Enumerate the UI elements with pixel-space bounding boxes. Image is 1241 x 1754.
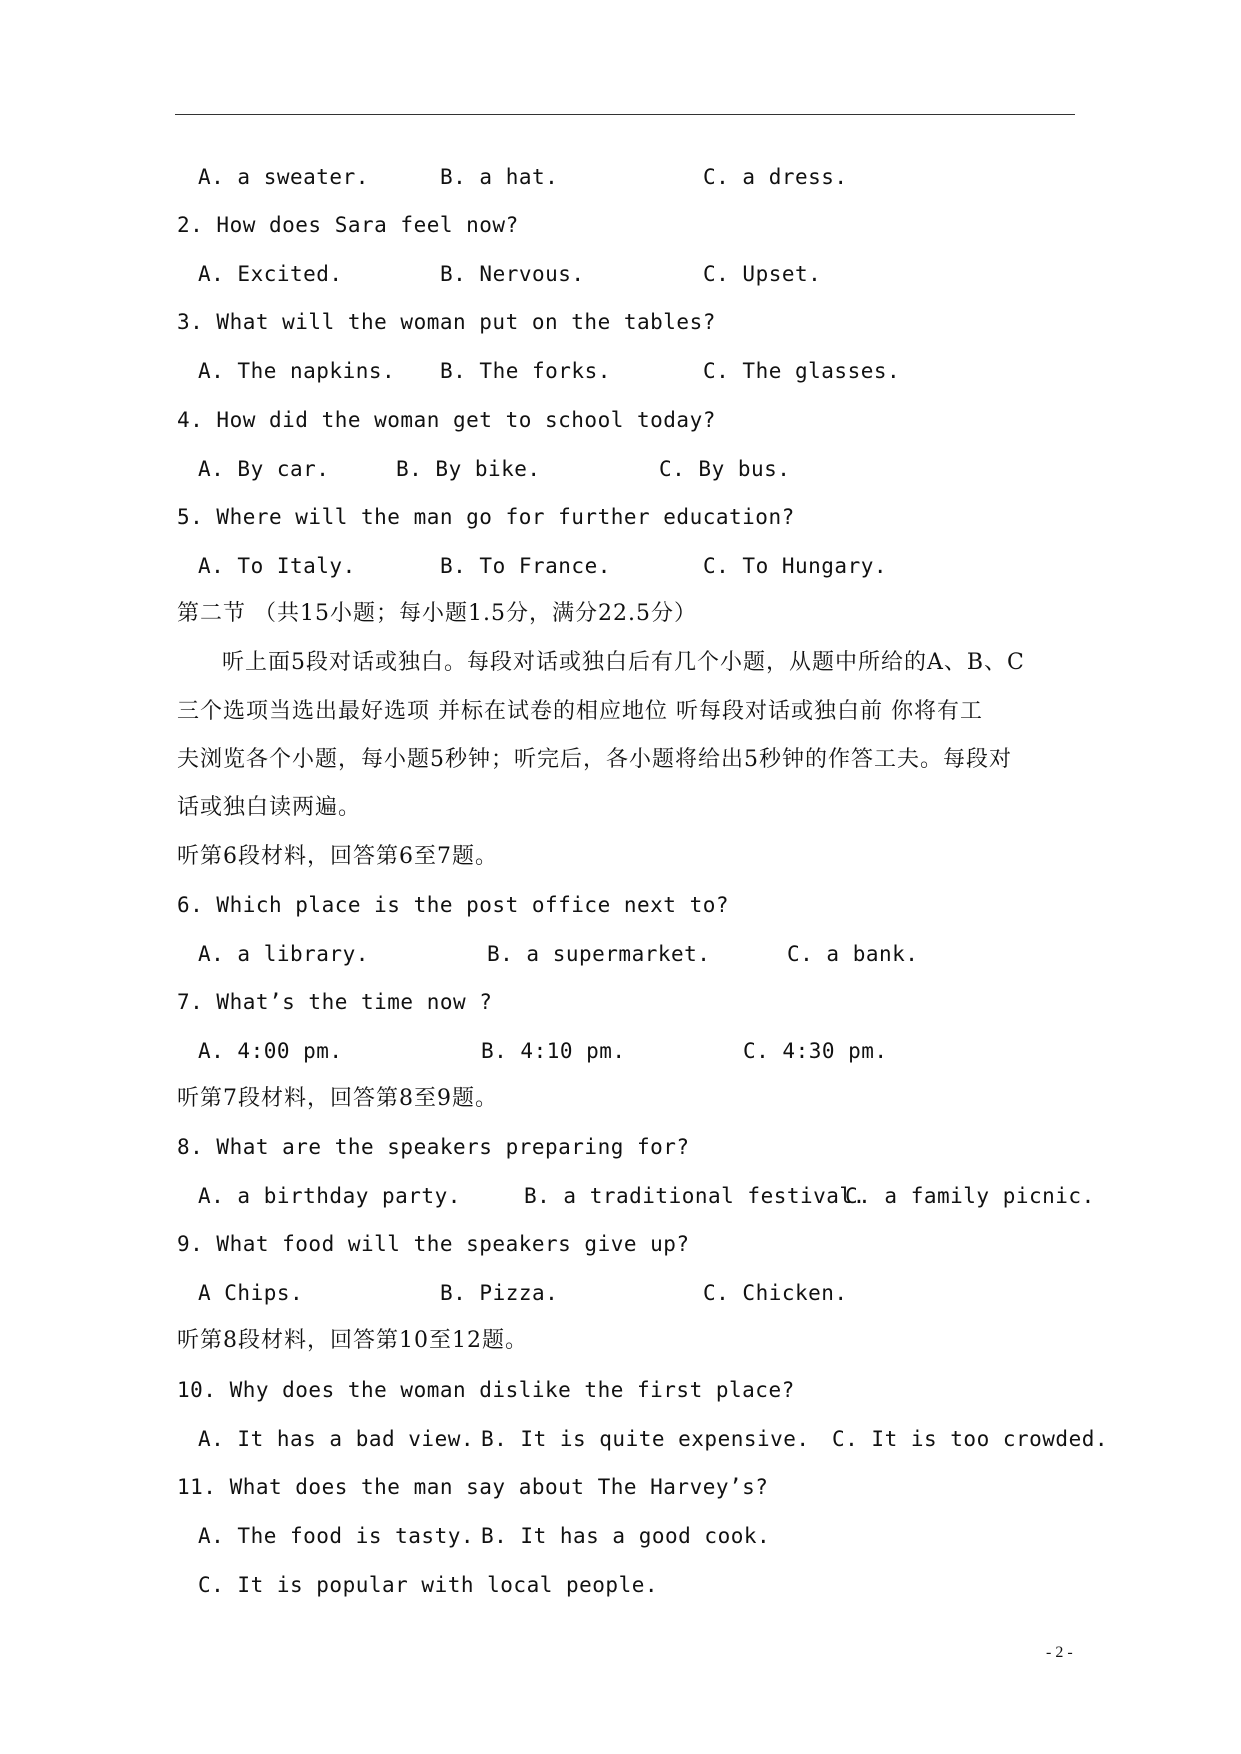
q2-option-c: C. Upset. <box>703 262 822 286</box>
q6-stem: 6. Which place is the post office next to? <box>177 893 730 917</box>
q8-option-b: B. a traditional festival. <box>524 1184 866 1208</box>
q1-option-a: A. a sweater. <box>198 165 369 189</box>
q6-option-c: C. a bank. <box>787 942 919 966</box>
q7-option-c: C. 4:30 pm. <box>743 1039 888 1063</box>
q10-option-b: B. It is quite expensive. <box>481 1427 810 1451</box>
material-7-heading: 听第7段材料，回答第8至9题。 <box>177 1086 498 1111</box>
q8-option-a: A. a birthday party. <box>198 1184 461 1208</box>
q5-option-b: B. To France. <box>440 554 611 578</box>
q3-option-b: B. The forks. <box>440 359 611 383</box>
material-6-heading: 听第6段材料，回答第6至7题。 <box>177 844 498 869</box>
q11-option-a: A. The food is tasty. <box>198 1524 475 1548</box>
q11-option-c: C. It is popular with local people. <box>198 1573 659 1597</box>
q10-stem: 10. Why does the woman dislike the first place? <box>177 1378 795 1402</box>
q1-option-b: B. a hat. <box>440 165 559 189</box>
q7-option-a: A. 4:00 pm. <box>198 1039 343 1063</box>
section2-heading: 第二节 （共15小题；每小题1.5分，满分22.5分） <box>177 601 697 626</box>
q9-option-b: B. Pizza. <box>440 1281 559 1305</box>
q11-option-b: B. It has a good cook. <box>481 1524 771 1548</box>
material-8-heading: 听第8段材料，回答第10至12题。 <box>177 1328 528 1353</box>
q10-option-a: A. It has a bad view. <box>198 1427 475 1451</box>
q3-stem: 3. What will the woman put on the tables? <box>177 310 716 334</box>
q2-stem: 2. How does Sara feel now? <box>177 213 519 237</box>
q5-stem: 5. Where will the man go for further education? <box>177 505 795 529</box>
q9-option-c: C. Chicken. <box>703 1281 848 1305</box>
q5-option-c: C. To Hungary. <box>703 554 888 578</box>
section2-para-line: 听上面5段对话或独白。每段对话或独白后有几个小题，从题中所给的A、B、C <box>222 650 1025 675</box>
q2-option-b: B. Nervous. <box>440 262 585 286</box>
q3-option-c: C. The glasses. <box>703 359 901 383</box>
q7-stem: 7. What’s the time now ? <box>177 990 493 1014</box>
q4-option-c: C. By bus. <box>659 457 791 481</box>
q7-option-b: B. 4:10 pm. <box>481 1039 626 1063</box>
section2-para-line: 三个选项当选出最好选项 并标在试卷的相应地位 听每段对话或独白前 你将有工 <box>177 699 983 724</box>
q4-stem: 4. How did the woman get to school today? <box>177 408 716 432</box>
q1-option-c: C. a dress. <box>703 165 848 189</box>
section2-para-line: 话或独白读两遍。 <box>177 795 362 820</box>
q8-option-c: C. a family picnic. <box>845 1184 1095 1208</box>
section2-para-line: 夫浏览各个小题，每小题5秒钟；听完后，各小题将给出5秒钟的作答工夫。每段对 <box>177 747 1012 772</box>
q6-option-b: B. a supermarket. <box>487 942 711 966</box>
header-rule <box>175 114 1075 115</box>
q4-option-b: B. By bike. <box>396 457 541 481</box>
q9-option-a: A Chips. <box>198 1281 304 1305</box>
q6-option-a: A. a library. <box>198 942 369 966</box>
q3-option-a: A. The napkins. <box>198 359 396 383</box>
q5-option-a: A. To Italy. <box>198 554 356 578</box>
q9-stem: 9. What food will the speakers give up? <box>177 1232 690 1256</box>
page-number: - 2 - <box>1046 1644 1073 1661</box>
q10-option-c: C. It is too crowded. <box>832 1427 1109 1451</box>
q2-option-a: A. Excited. <box>198 262 343 286</box>
q8-stem: 8. What are the speakers preparing for? <box>177 1135 690 1159</box>
q4-option-a: A. By car. <box>198 457 330 481</box>
q11-stem: 11. What does the man say about The Harvey’s? <box>177 1475 769 1499</box>
